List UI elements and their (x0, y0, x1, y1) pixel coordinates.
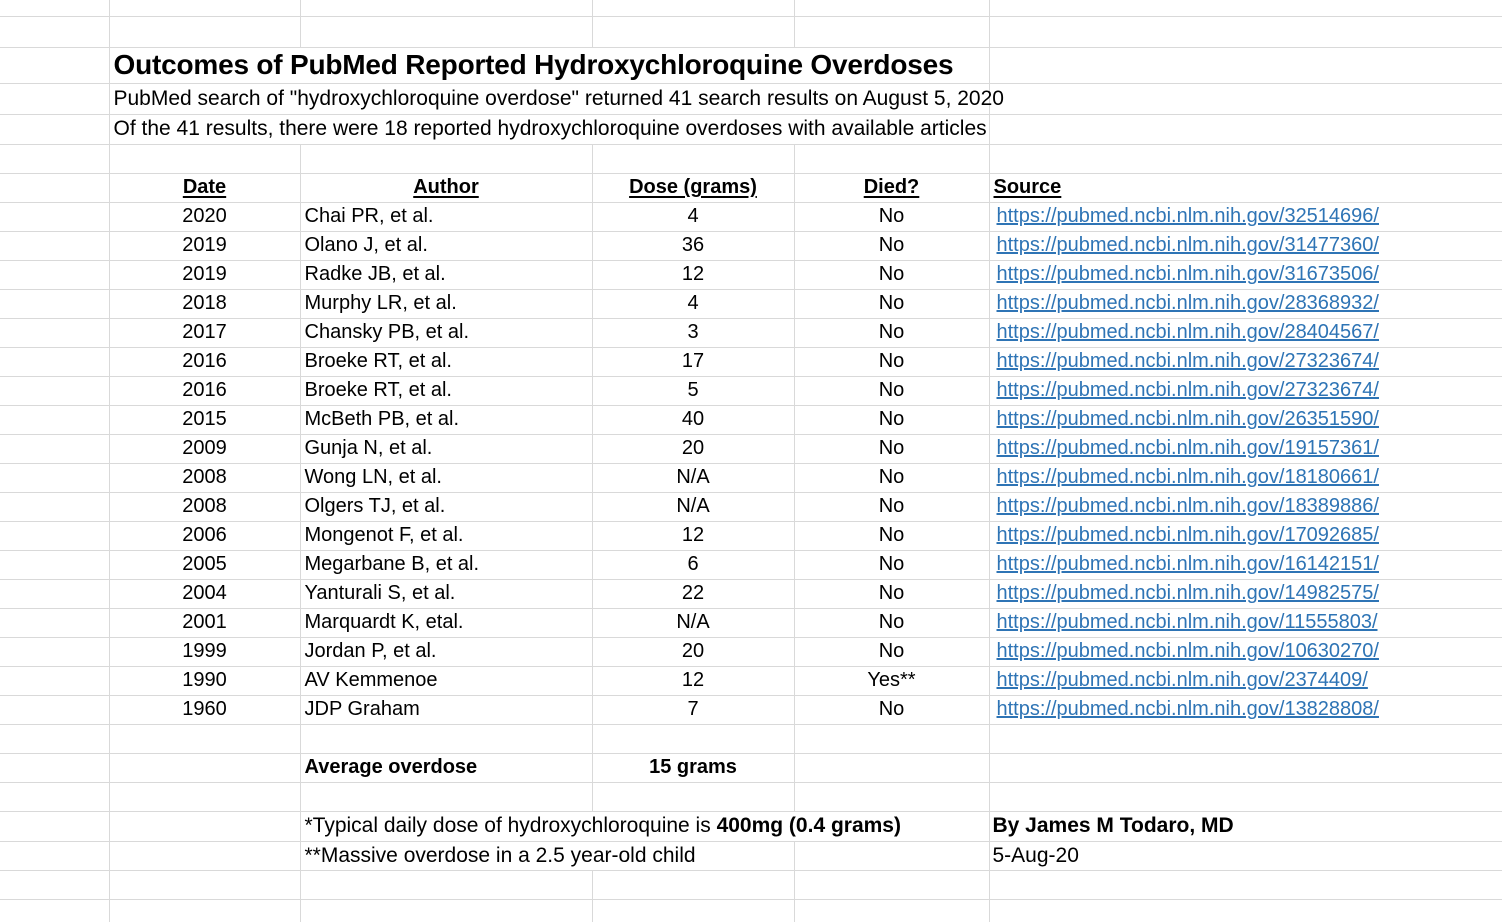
cell-source (989, 521, 1502, 550)
source-link[interactable]: https://pubmed.ncbi.nlm.nih.gov/13828808/ (996, 698, 1379, 720)
cell-empty (300, 870, 592, 899)
cell-empty (989, 724, 1502, 753)
subtitle-search-results: PubMed search of "hydroxychloroquine overdose" returned 41 search results on August 5, 2020 (109, 83, 989, 114)
source-link[interactable]: https://pubmed.ncbi.nlm.nih.gov/32514696/ (996, 205, 1379, 227)
cell-empty (592, 144, 794, 173)
cell-died[interactable]: No (794, 289, 989, 318)
table-row (0, 202, 1502, 231)
cell-author[interactable]: Murphy LR, et al. (300, 289, 592, 318)
cell-empty (0, 724, 109, 753)
source-link[interactable]: https://pubmed.ncbi.nlm.nih.gov/31673506/ (996, 263, 1379, 285)
cell-dose[interactable]: 36 (592, 231, 794, 260)
cell-date[interactable]: 1990 (109, 666, 300, 695)
table-row (0, 550, 1502, 579)
cell-empty (0, 753, 109, 782)
source-link[interactable]: https://pubmed.ncbi.nlm.nih.gov/28368932/ (996, 292, 1379, 314)
cell-empty (989, 782, 1502, 811)
table-row (0, 695, 1502, 724)
cell-died[interactable]: No (794, 376, 989, 405)
cell-dose[interactable]: 7 (592, 695, 794, 724)
cell-empty (109, 144, 300, 173)
cell-empty (0, 463, 109, 492)
source-link[interactable]: https://pubmed.ncbi.nlm.nih.gov/18180661/ (996, 466, 1379, 488)
cell-empty (109, 899, 300, 922)
cell-author[interactable]: Marquardt K, etal. (300, 608, 592, 637)
cell-empty (0, 550, 109, 579)
cell-date[interactable]: 2019 (109, 231, 300, 260)
cell-date[interactable]: 2005 (109, 550, 300, 579)
cell-empty (0, 231, 109, 260)
cell-dose[interactable]: 3 (592, 318, 794, 347)
cell-author[interactable]: Wong LN, et al. (300, 463, 592, 492)
cell-empty (989, 16, 1502, 47)
cell-source (989, 434, 1502, 463)
summary-row (0, 753, 1502, 782)
source-link[interactable]: https://pubmed.ncbi.nlm.nih.gov/27323674/ (996, 379, 1379, 401)
cell-author[interactable]: Gunja N, et al. (300, 434, 592, 463)
footnote-massive-overdose: **Massive overdose in a 2.5 year-old child (300, 841, 794, 870)
cell-dose[interactable]: 12 (592, 260, 794, 289)
cell-empty (0, 16, 109, 47)
cell-empty (592, 0, 794, 16)
cell-dose[interactable]: 5 (592, 376, 794, 405)
cell-date[interactable]: 2001 (109, 608, 300, 637)
cell-died[interactable]: No (794, 608, 989, 637)
cell-date[interactable]: 2015 (109, 405, 300, 434)
cell-source (989, 637, 1502, 666)
cell-died[interactable]: No (794, 231, 989, 260)
cell-empty (989, 144, 1502, 173)
cell-author[interactable]: AV Kemmenoe (300, 666, 592, 695)
cell-author[interactable]: Radke JB, et al. (300, 260, 592, 289)
cell-empty (300, 0, 592, 16)
cell-empty (794, 16, 989, 47)
cell-date[interactable]: 1960 (109, 695, 300, 724)
cell-empty (592, 870, 794, 899)
header-source[interactable]: Source (989, 173, 1502, 202)
cell-author[interactable]: Mongenot F, et al. (300, 521, 592, 550)
cell-source (989, 492, 1502, 521)
cell-empty (794, 724, 989, 753)
footnote-typical-dose-text: *Typical daily dose of hydroxychloroquine is (304, 814, 717, 837)
cell-empty (592, 899, 794, 922)
cell-empty (0, 202, 109, 231)
cell-dose[interactable]: 22 (592, 579, 794, 608)
source-link[interactable]: https://pubmed.ncbi.nlm.nih.gov/14982575/ (996, 582, 1379, 604)
table-header-row (0, 173, 1502, 202)
cell-empty (0, 114, 109, 144)
footnote-row (0, 841, 1502, 870)
cell-empty (300, 724, 592, 753)
table-row (0, 492, 1502, 521)
cell-empty (0, 260, 109, 289)
source-link[interactable]: https://pubmed.ncbi.nlm.nih.gov/26351590/ (996, 408, 1379, 430)
cell-dose[interactable]: 40 (592, 405, 794, 434)
cell-empty (0, 289, 109, 318)
cell-source (989, 347, 1502, 376)
cell-date[interactable]: 2018 (109, 289, 300, 318)
cell-empty (0, 144, 109, 173)
cell-source (989, 376, 1502, 405)
table-row (0, 666, 1502, 695)
source-link[interactable]: https://pubmed.ncbi.nlm.nih.gov/17092685/ (996, 524, 1379, 546)
cell-empty (0, 811, 109, 841)
cell-source (989, 260, 1502, 289)
cell-empty (109, 16, 300, 47)
cell-dose[interactable]: 12 (592, 666, 794, 695)
cell-empty (0, 173, 109, 202)
cell-empty (109, 724, 300, 753)
average-overdose-value[interactable]: 15 grams (592, 753, 794, 782)
cell-empty (592, 782, 794, 811)
cell-empty (0, 83, 109, 114)
cell-dose[interactable]: 12 (592, 521, 794, 550)
cell-date[interactable]: 2008 (109, 492, 300, 521)
cell-empty (0, 347, 109, 376)
empty-row (0, 16, 1502, 47)
source-link[interactable]: https://pubmed.ncbi.nlm.nih.gov/10630270/ (996, 640, 1379, 662)
cell-empty (109, 782, 300, 811)
cell-empty (989, 753, 1502, 782)
cell-empty (794, 144, 989, 173)
source-link[interactable]: https://pubmed.ncbi.nlm.nih.gov/28404567/ (996, 321, 1379, 343)
cell-source (989, 550, 1502, 579)
cell-empty (989, 899, 1502, 922)
subtitle-row (0, 114, 1502, 144)
cell-author[interactable]: Broeke RT, et al. (300, 376, 592, 405)
source-link[interactable]: https://pubmed.ncbi.nlm.nih.gov/31477360/ (996, 234, 1379, 256)
cell-date[interactable]: 1999 (109, 637, 300, 666)
table-row (0, 434, 1502, 463)
cell-died[interactable]: No (794, 637, 989, 666)
cell-empty (0, 608, 109, 637)
cell-empty (989, 114, 1502, 144)
cell-author[interactable]: Chai PR, et al. (300, 202, 592, 231)
cell-died[interactable]: No (794, 260, 989, 289)
header-author[interactable]: Author (300, 173, 592, 202)
cell-empty (989, 0, 1502, 16)
cell-dose[interactable]: N/A (592, 463, 794, 492)
cell-empty (0, 579, 109, 608)
cell-dose[interactable]: N/A (592, 608, 794, 637)
cell-died[interactable]: No (794, 347, 989, 376)
subtitle-row (0, 83, 1502, 114)
cell-empty (300, 899, 592, 922)
average-overdose-label[interactable]: Average overdose (300, 753, 592, 782)
cell-empty (0, 434, 109, 463)
table-row (0, 463, 1502, 492)
cell-empty (794, 753, 989, 782)
source-link[interactable]: https://pubmed.ncbi.nlm.nih.gov/19157361/ (996, 437, 1379, 459)
cell-dose[interactable]: N/A (592, 492, 794, 521)
cell-empty (592, 724, 794, 753)
cell-empty (109, 811, 300, 841)
cell-source (989, 463, 1502, 492)
cell-died[interactable]: No (794, 492, 989, 521)
byline-date: 5-Aug-20 (989, 841, 1502, 870)
cell-empty (0, 405, 109, 434)
cell-died[interactable]: No (794, 434, 989, 463)
cell-author[interactable]: Jordan P, et al. (300, 637, 592, 666)
cell-dose[interactable]: 20 (592, 637, 794, 666)
table-row (0, 376, 1502, 405)
page-title: Outcomes of PubMed Reported Hydroxychloroquine Overdoses (109, 47, 989, 83)
empty-row (0, 144, 1502, 173)
cell-author[interactable]: Broeke RT, et al. (300, 347, 592, 376)
cell-date[interactable]: 2004 (109, 579, 300, 608)
cell-empty (109, 753, 300, 782)
table-row (0, 637, 1502, 666)
cell-source (989, 202, 1502, 231)
header-dose[interactable]: Dose (grams) (592, 173, 794, 202)
table-row (0, 347, 1502, 376)
table-row (0, 260, 1502, 289)
table-row (0, 579, 1502, 608)
cell-died[interactable]: No (794, 405, 989, 434)
cell-dose[interactable]: 4 (592, 202, 794, 231)
cell-empty (109, 870, 300, 899)
cell-date[interactable]: 2019 (109, 260, 300, 289)
footnote-row (0, 811, 1502, 841)
cell-empty (300, 16, 592, 47)
cell-empty (0, 841, 109, 870)
cell-dose[interactable]: 17 (592, 347, 794, 376)
subtitle-reported-overdoses: Of the 41 results, there were 18 reported hydroxychloroquine overdoses with available articles (109, 114, 989, 144)
cell-source (989, 666, 1502, 695)
cell-died[interactable]: No (794, 202, 989, 231)
empty-row (0, 870, 1502, 899)
cell-empty (300, 144, 592, 173)
cell-empty (0, 0, 109, 16)
header-died[interactable]: Died? (794, 173, 989, 202)
cell-empty (794, 782, 989, 811)
cell-died[interactable]: No (794, 318, 989, 347)
cell-empty (794, 0, 989, 16)
cell-date[interactable]: 2009 (109, 434, 300, 463)
title-row (0, 47, 1502, 83)
cell-author[interactable]: JDP Graham (300, 695, 592, 724)
cell-dose[interactable]: 4 (592, 289, 794, 318)
cell-empty (0, 870, 109, 899)
table-row (0, 318, 1502, 347)
cell-dose[interactable]: 6 (592, 550, 794, 579)
cell-date[interactable]: 2020 (109, 202, 300, 231)
cell-empty (0, 492, 109, 521)
cell-date[interactable]: 2016 (109, 347, 300, 376)
cell-empty (592, 16, 794, 47)
cell-died[interactable]: No (794, 521, 989, 550)
cell-died[interactable]: No (794, 463, 989, 492)
source-link[interactable]: https://pubmed.ncbi.nlm.nih.gov/2374409/ (996, 669, 1368, 691)
source-link[interactable]: https://pubmed.ncbi.nlm.nih.gov/16142151/ (996, 553, 1379, 575)
cell-empty (0, 521, 109, 550)
source-link[interactable]: https://pubmed.ncbi.nlm.nih.gov/11555803/ (996, 611, 1378, 633)
empty-row (0, 724, 1502, 753)
cell-died[interactable]: No (794, 550, 989, 579)
cell-empty (109, 841, 300, 870)
cell-empty (0, 318, 109, 347)
cell-author[interactable]: Chansky PB, et al. (300, 318, 592, 347)
cell-empty (989, 870, 1502, 899)
table-row (0, 231, 1502, 260)
cell-source (989, 231, 1502, 260)
cell-empty (794, 899, 989, 922)
footnote-typical-dose-bold: 400mg (0.4 grams) (716, 814, 901, 837)
table-row (0, 289, 1502, 318)
cell-date[interactable]: 2006 (109, 521, 300, 550)
cell-empty (989, 47, 1502, 83)
cell-author[interactable]: Olgers TJ, et al. (300, 492, 592, 521)
cell-empty (794, 870, 989, 899)
cell-source (989, 695, 1502, 724)
cell-date[interactable]: 2017 (109, 318, 300, 347)
table-row (0, 608, 1502, 637)
source-link[interactable]: https://pubmed.ncbi.nlm.nih.gov/27323674/ (996, 350, 1379, 372)
empty-row (0, 899, 1502, 922)
cell-author[interactable]: Olano J, et al. (300, 231, 592, 260)
cell-died[interactable]: Yes** (794, 666, 989, 695)
cell-author[interactable]: Megarbane B, et al. (300, 550, 592, 579)
empty-row (0, 0, 1502, 16)
cell-source (989, 608, 1502, 637)
table-row (0, 521, 1502, 550)
cell-empty (0, 637, 109, 666)
cell-empty (109, 0, 300, 16)
cell-source (989, 579, 1502, 608)
cell-empty (0, 899, 109, 922)
cell-source (989, 405, 1502, 434)
cell-empty (989, 83, 1502, 114)
cell-empty (0, 47, 109, 83)
cell-empty (300, 782, 592, 811)
cell-author[interactable]: Yanturali S, et al. (300, 579, 592, 608)
cell-author[interactable]: McBeth PB, et al. (300, 405, 592, 434)
cell-empty (0, 376, 109, 405)
cell-empty (0, 782, 109, 811)
header-date[interactable]: Date (109, 173, 300, 202)
cell-died[interactable]: No (794, 695, 989, 724)
cell-source (989, 318, 1502, 347)
cell-dose[interactable]: 20 (592, 434, 794, 463)
empty-row (0, 782, 1502, 811)
source-link[interactable]: https://pubmed.ncbi.nlm.nih.gov/18389886/ (996, 495, 1379, 517)
cell-date[interactable]: 2008 (109, 463, 300, 492)
cell-source (989, 289, 1502, 318)
table-row (0, 405, 1502, 434)
cell-date[interactable]: 2016 (109, 376, 300, 405)
cell-empty (0, 695, 109, 724)
cell-died[interactable]: No (794, 579, 989, 608)
cell-empty (794, 841, 989, 870)
byline-author: By James M Todaro, MD (989, 811, 1502, 841)
cell-empty (0, 666, 109, 695)
footnote-typical-dose (300, 811, 989, 841)
